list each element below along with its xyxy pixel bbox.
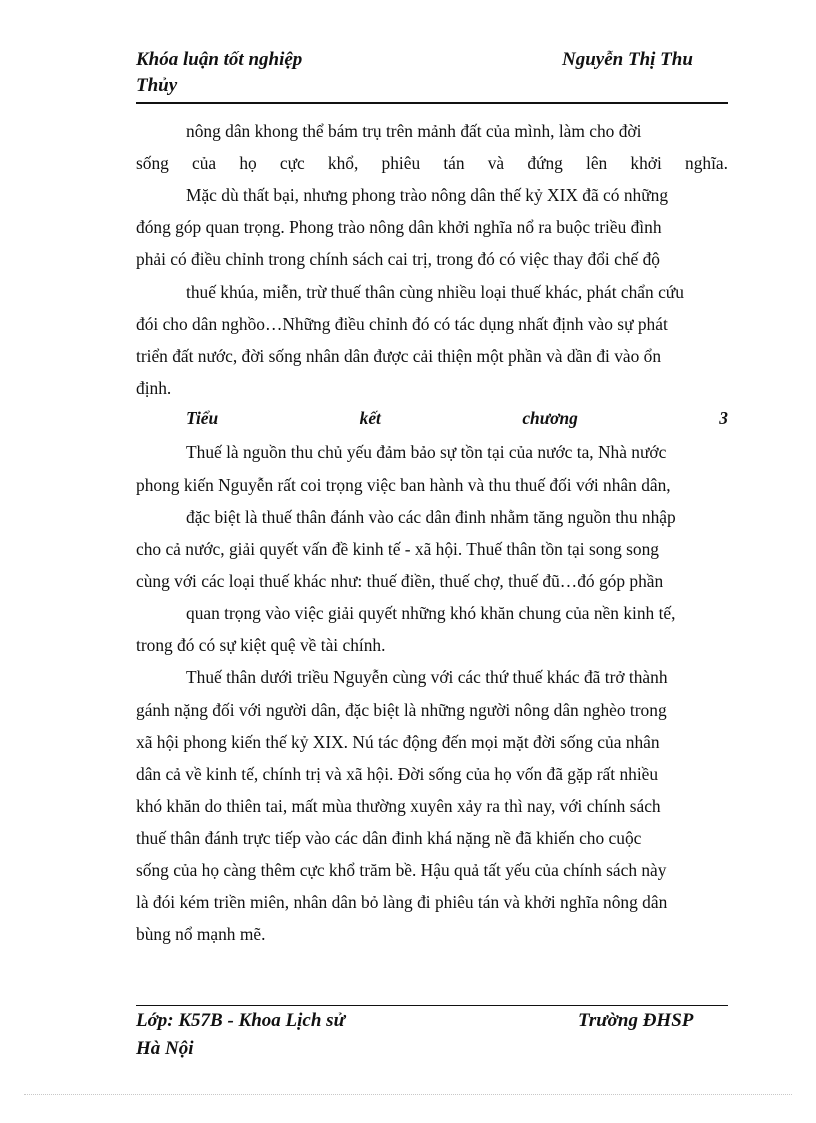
body-line: gánh nặng đối với người dân, đặc biệt là những người nông dân nghèo trong — [136, 700, 667, 720]
body-line: thuế thân đánh trực tiếp vào các dân đinh khá nặng nề đã khiến cho cuộc — [136, 828, 642, 848]
subheading-word: kết — [359, 408, 381, 428]
body-line: cùng với các loại thuế khác như: thuế điền, thuế chợ, thuế đũ…đó góp phần — [136, 571, 664, 591]
header-title: Khóa luận tốt nghiệp — [136, 49, 303, 70]
subheading-word: chương — [522, 408, 578, 428]
page-bottom-border — [24, 1094, 792, 1095]
body-line: khó khăn do thiên tai, mất mùa thường xuyên xảy ra thì nay, với chính sách — [136, 796, 661, 816]
body-line: nông dân khong thể bám trụ trên mảnh đất của mình, làm cho đời — [186, 121, 642, 141]
body-line: sống của họ cực khổ, phiêu tán và đứng lên khởi nghĩa. — [136, 153, 728, 173]
header-author-continued: Thủy — [136, 75, 178, 96]
footer-city: Hà Nội — [136, 1038, 194, 1059]
body-line: Thuế là nguồn thu chủ yếu đảm bảo sự tồn tại của nước ta, Nhà nước — [186, 442, 667, 462]
footer-class: Lớp: K57B - Khoa Lịch sử — [136, 1010, 345, 1031]
body-line: dân cả về kinh tế, chính trị và xã hội. Đời sống của họ vốn đã gặp rất nhiều — [136, 764, 659, 784]
section-subheading — [186, 408, 728, 429]
body-line: sống của họ càng thêm cực khổ trăm bề. Hậu quả tất yếu của chính sách này — [136, 860, 667, 880]
header-author: Nguyễn Thị Thu — [562, 49, 693, 70]
body-line: phong kiến Nguyễn rất coi trọng việc ban hành và thu thuế đối với nhân dân, — [136, 475, 671, 495]
body-line: xã hội phong kiến thế kỷ XIX. Nú tác động đến mọi mặt đời sống của nhân — [136, 732, 660, 752]
body-line: trong đó có sự kiệt quệ về tài chính. — [136, 635, 386, 655]
body-line: Thuế thân dưới triều Nguyễn cùng với các thứ thuế khác đã trở thành — [186, 667, 668, 687]
body-line: bùng nổ mạnh mẽ. — [136, 924, 266, 944]
body-line: đặc biệt là thuế thân đánh vào các dân đinh nhằm tăng nguồn thu nhập — [186, 507, 676, 527]
subheading-word: Tiểu — [186, 408, 219, 428]
body-line: triển đất nước, đời sống nhân dân được cải thiện một phần và dần đi vào ổn — [136, 346, 662, 366]
body-line: thuế khúa, miễn, trừ thuế thân cùng nhiều loại thuế khác, phát chẩn cứu — [186, 282, 684, 302]
body-line: Mặc dù thất bại, nhưng phong trào nông dân thế kỷ XIX đã có những — [186, 185, 669, 205]
body-line: đói cho dân nghồo…Những điều chỉnh đó có tác dụng nhất định vào sự phát — [136, 314, 668, 334]
body-line: là đói kém triền miên, nhân dân bỏ làng đi phiêu tán và khởi nghĩa nông dân — [136, 892, 668, 912]
body-line: đóng góp quan trọng. Phong trào nông dân khởi nghĩa nổ ra buộc triều đình — [136, 217, 662, 237]
footer-divider — [136, 1005, 728, 1006]
body-line: quan trọng vào việc giải quyết những khó khăn chung của nền kinh tế, — [186, 603, 676, 623]
footer-school: Trường ĐHSP — [578, 1010, 694, 1031]
body-line: cho cả nước, giải quyết vấn đề kinh tế - xã hội. Thuế thân tồn tại song song — [136, 539, 659, 559]
subheading-number: 3 — [719, 408, 728, 428]
header-divider — [136, 102, 728, 104]
body-line: phải có điều chỉnh trong chính sách cai trị, trong đó có việc thay đổi chế độ — [136, 249, 660, 269]
body-line: định. — [136, 378, 172, 398]
